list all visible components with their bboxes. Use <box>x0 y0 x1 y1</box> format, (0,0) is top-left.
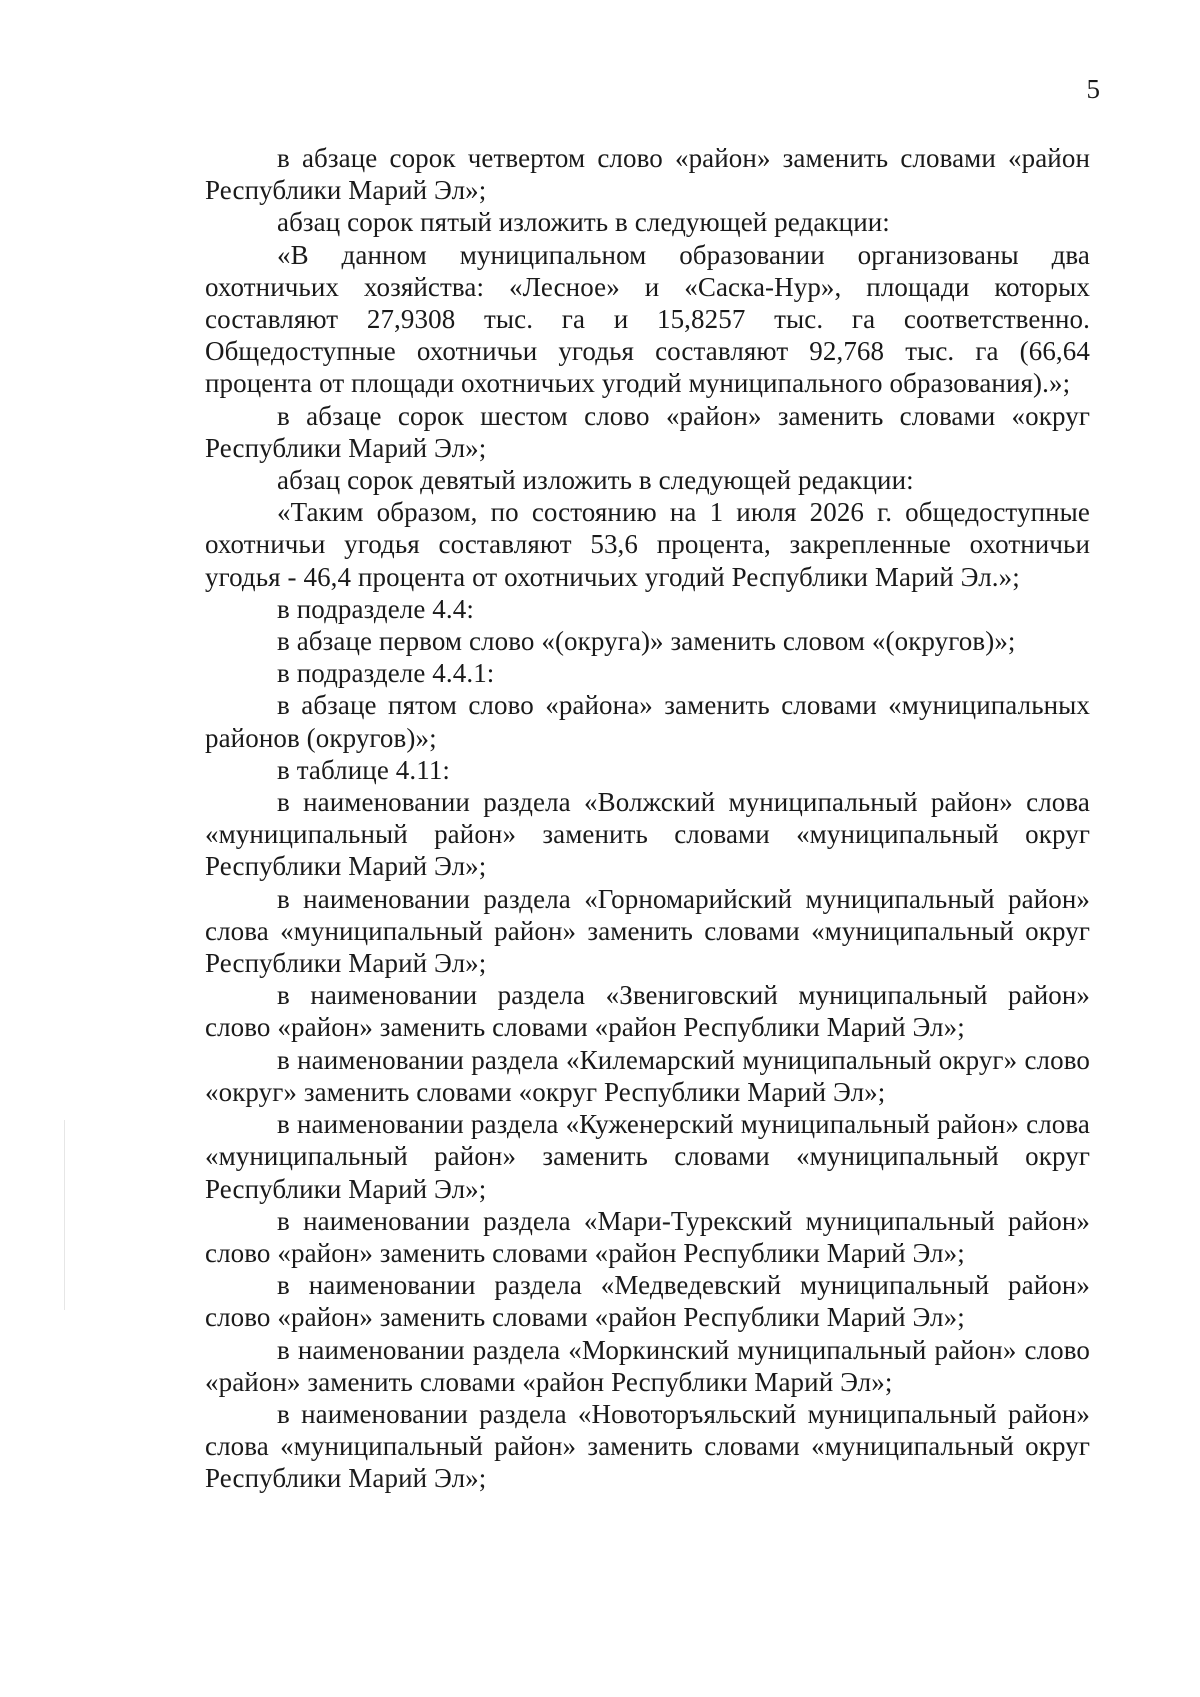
paragraph: «Таким образом, по состоянию на 1 июля 2026 г. общедоступные охотничьи угодья составляют 53,6 процента, закрепленные охотничьи угодья - 46,4 процента от охотничьих угодий Республики Марий Эл.»; <box>205 497 1090 592</box>
paragraph: в наименовании раздела «Килемарский муниципальный округ» слово «округ» заменить словами «округ Республики Марий Эл»; <box>205 1044 1090 1107</box>
paragraph: в таблице 4.11: <box>277 754 451 785</box>
paragraph: в наименовании раздела «Горномарийский муниципальный район» слова «муниципальный район» заменить словами «муниципальный округ Республики Марий Эл»; <box>205 883 1090 979</box>
paragraph: в абзаце пятом слово «района» заменить словами «муниципальных районов (округов)»; <box>205 690 1090 753</box>
scan-margin-mark <box>64 1120 65 1310</box>
page-number: 5 <box>1086 74 1100 104</box>
paragraph: в абзаце первом слово «(округа)» заменить словом «(округов)»; <box>277 626 1016 657</box>
paragraph: в наименовании раздела «Куженерский муниципальный район» слова «муниципальный район» заменить словами «муниципальный округ Республики Марий Эл»; <box>205 1109 1090 1204</box>
paragraph: в наименовании раздела «Моркинский муниципальный район» слово «район» заменить словами «район Республики Марий Эл»; <box>205 1334 1090 1397</box>
document-body <box>205 142 1090 1495</box>
paragraph: в наименовании раздела «Звениговский муниципальный район» слово «район» заменить словами «район Республики Марий Эл»; <box>205 980 1090 1043</box>
paragraph: в наименовании раздела «Волжский муниципальный район» слова «муниципальный район» заменить словами «муниципальный округ Республики Марий Эл»; <box>205 787 1090 882</box>
paragraph: абзац сорок пятый изложить в следующей редакции: <box>277 207 890 238</box>
paragraph: в абзаце сорок шестом слово «район» заменить словами «округ Республики Марий Эл»; <box>205 400 1090 463</box>
paragraph: абзац сорок девятый изложить в следующей редакции: <box>277 465 914 496</box>
paragraph: в наименовании раздела «Новоторъяльский муниципальный район» слова «муниципальный район» заменить словами «муниципальный округ Республики Марий Эл»; <box>205 1398 1090 1494</box>
paragraph: в подразделе 4.4.1: <box>277 658 495 689</box>
paragraph: в наименовании раздела «Мари-Турекский муниципальный район» слово «район» заменить словами «район Республики Марий Эл»; <box>205 1205 1090 1268</box>
paragraph: в наименовании раздела «Медведевский муниципальный район» слово «район» заменить словами «район Республики Марий Эл»; <box>205 1270 1090 1333</box>
paragraph: «В данном муниципальном образовании организованы два охотничьих хозяйства: «Лесное» и «Саска-Нур», площади которых составляют 27,9308 тыс. га и 15,8257 тыс. га соответственно. Общедоступные охотничьи угодья составляют 92,768 тыс. га (66,64 процента от площади охотничьих угодий муниципального образования).»; <box>205 239 1090 399</box>
paragraph: в абзаце сорок четвертом слово «район» заменить словами «район Республики Марий Эл»; <box>205 143 1090 206</box>
paragraph: в подразделе 4.4: <box>277 593 474 624</box>
